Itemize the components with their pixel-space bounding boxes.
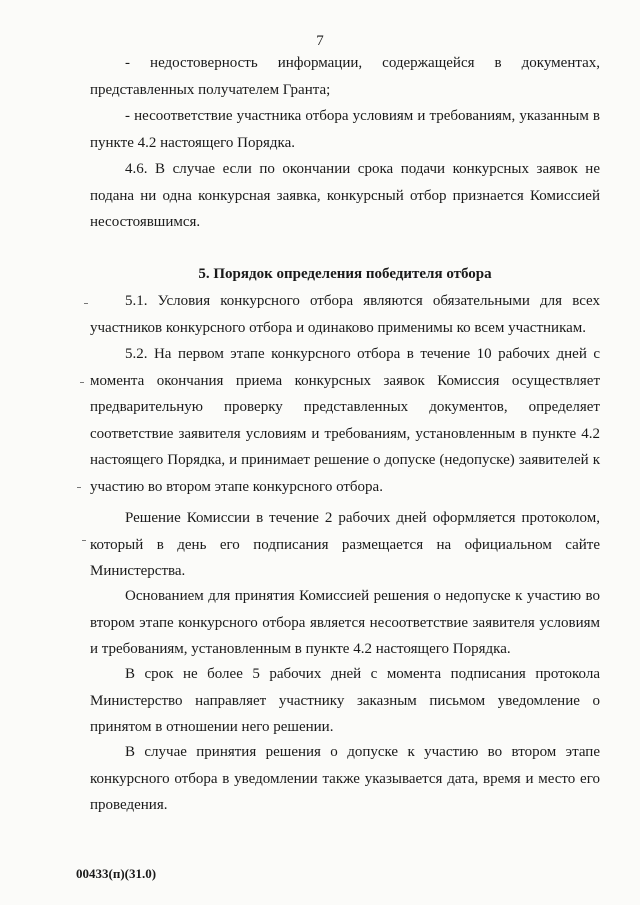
paragraph-5-1: 5.1. Условия конкурсного отбора являются обязательными для всех участников конкурсного отбора и одинаково применимы ко всем участникам. <box>90 293 600 336</box>
paragraph-rejection-basis: Основанием для принятия Комиссией решения о недопуске к участию во втором этапе конкурсного отбора является несоответствие заявителя условиям и требованиям, установленным в пункте 4.2 настоящего Порядка. <box>90 588 600 658</box>
scan-speck <box>77 487 81 488</box>
paragraph-4-6: 4.6. В случае если по окончании срока подачи конкурсных заявок не подана ни одна конкурсная заявка, конкурсный отбор признается Комиссией несостоявшимся. <box>90 161 600 231</box>
paragraph-noncompliance: - несоответствие участника отбора условиям и требованиям, указанным в пункте 4.2 настоящего Порядка. <box>90 108 600 151</box>
scan-speck <box>84 303 88 304</box>
footer-code: 00433(п)(31.0) <box>76 866 157 881</box>
paragraph-5-2: 5.2. На первом этапе конкурсного отбора в течение 10 рабочих дней с момента окончания приема конкурсных заявок Комиссия осуществляет предварительную проверку представленных документов, определяет соответствие заявителя условиям и требованиям, установленным в пункте 4.2 настоящего Порядка, и принимает решение о допуске (недопуске) заявителей к участию во втором этапе конкурсного отбора. <box>90 346 600 495</box>
paragraph-inaccuracy: - недостоверность информации, содержащейся в документах, представленных получателем Гранта; <box>90 55 600 98</box>
section-heading: 5. Порядок определения победителя отбора <box>198 266 492 282</box>
scan-speck <box>82 540 86 541</box>
paragraph-notification: В срок не более 5 рабочих дней с момента подписания протокола Министерство направляет участнику заказным письмом уведомление о принятом в отношении него решении. <box>90 666 600 736</box>
paragraph-admission-notice: В случае принятия решения о допуске к участию во втором этапе конкурсного отбора в уведомлении также указывается дата, время и место его проведения. <box>90 744 600 814</box>
paragraph-commission-decision: Решение Комиссии в течение 2 рабочих дней оформляется протоколом, который в день его подписания размещается на официальном сайте Министерства. <box>90 510 600 580</box>
page-number: 7 <box>316 33 324 49</box>
scan-speck <box>80 382 84 383</box>
